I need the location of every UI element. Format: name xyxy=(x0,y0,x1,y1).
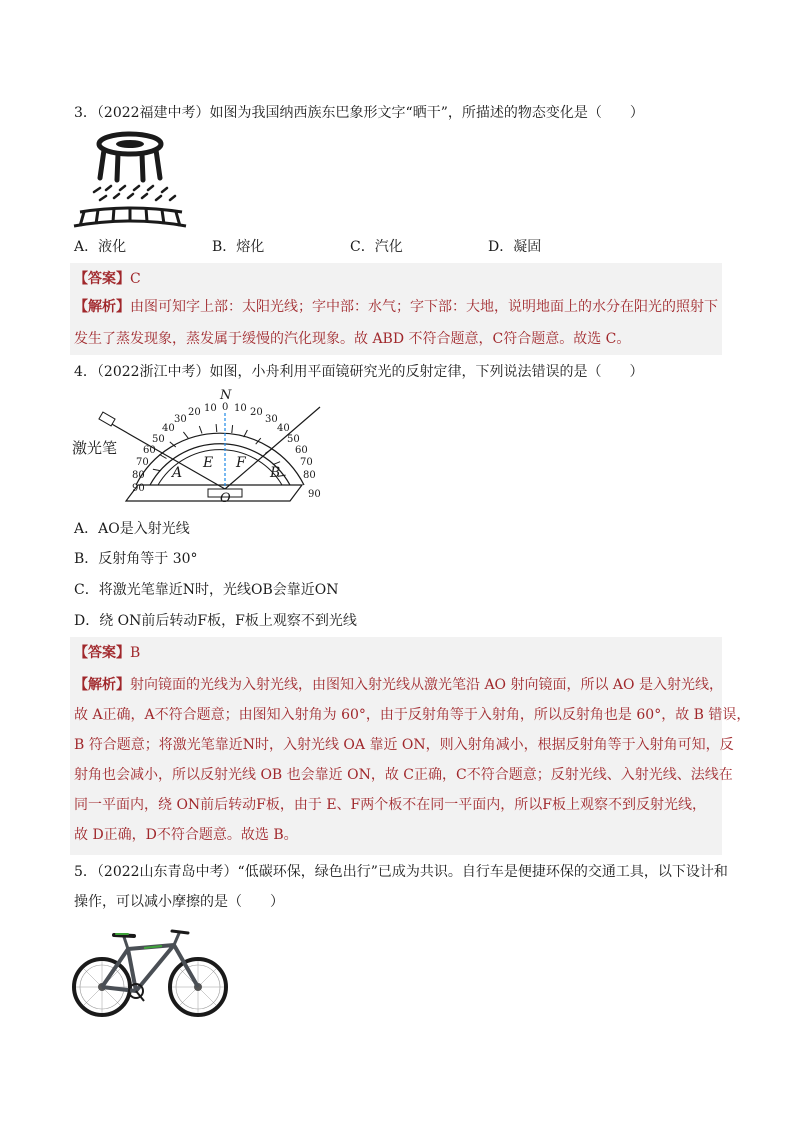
tick-left-40: 40 xyxy=(162,423,175,434)
q3-option-d[interactable]: D．凝固 xyxy=(488,239,542,255)
board-label-e: E xyxy=(203,455,214,471)
q3-answer-box xyxy=(70,263,722,355)
tick-right-90: 90 xyxy=(308,489,321,500)
q4-option-c[interactable]: C．将激光笔靠近N时，光线OB会靠近ON xyxy=(74,582,339,598)
q4-analysis-line-3: B 符合题意；将激光笔靠近N时，入射光线 OA 靠近 ON，则入射角减小，根据反射角等于入射角可知，反 xyxy=(74,737,734,753)
q4-option-b[interactable]: B．反射角等于 30° xyxy=(74,551,198,567)
q4-option-a[interactable]: A．AO是入射光线 xyxy=(74,521,190,537)
board-label-f: F xyxy=(236,455,246,471)
tick-right-60: 60 xyxy=(295,445,308,456)
q4-answer-value: B xyxy=(130,645,141,661)
bicycle-figure xyxy=(70,925,230,1020)
q4-answer-box xyxy=(70,637,751,855)
dongba-glyph-figure xyxy=(70,130,190,230)
tick-right-10: 10 xyxy=(234,403,247,414)
q4-option-d[interactable]: D．绕 ON前后转动F板，F板上观察不到光线 xyxy=(74,613,357,629)
ray-label-b: B xyxy=(270,465,281,481)
q3-analysis-line-1 xyxy=(74,297,718,317)
tick-left-20: 20 xyxy=(188,407,201,418)
q3-answer-value: C xyxy=(130,271,141,287)
q3-analysis-tag: 【解析】 xyxy=(74,299,130,315)
normal-label-n: N xyxy=(220,388,232,403)
tick-zero: 0 xyxy=(222,402,229,413)
tick-right-50: 50 xyxy=(287,434,300,445)
q3-option-c[interactable]: C．汽化 xyxy=(350,239,403,255)
q4-analysis-line-4: 射角也会减小，所以反射光线 OB 也会靠近 ON，故 C正确，C不符合题意；反射光线、入射光线、法线在 xyxy=(74,767,733,783)
q4-answer-row xyxy=(74,643,140,663)
tick-left-90: 90 xyxy=(132,483,145,494)
q4-analysis-text-1: 射向镜面的光线为入射光线，由图知入射光线从激光笔沿 AO 射向镜面，所以 AO 是入射光线， xyxy=(130,677,723,693)
q4-answer-tag: 【答案】 xyxy=(74,645,130,661)
tick-left-30: 30 xyxy=(174,414,187,425)
q3-option-a[interactable]: A．液化 xyxy=(74,239,127,255)
q3-analysis-line-2: 发生了蒸发现象，蒸发属于缓慢的汽化现象。故 ABD 不符合题意，C符合题意。故选 C。 xyxy=(74,331,631,347)
q3-analysis-text-1: 由图可知字上部：太阳光线；字中部：水气；字下部：大地，说明地面上的水分在阳光的照射下 xyxy=(130,299,718,315)
q4-analysis-tag: 【解析】 xyxy=(74,677,130,693)
tick-left-50: 50 xyxy=(152,434,165,445)
tick-left-80: 80 xyxy=(132,470,145,481)
center-label-o: O xyxy=(220,491,231,506)
tick-left-10: 10 xyxy=(204,403,217,414)
tick-left-60: 60 xyxy=(143,445,156,456)
tick-right-80: 80 xyxy=(303,470,316,481)
q5-stem-line-2: 操作，可以减小摩擦的是（ ） xyxy=(74,894,284,910)
tick-right-20: 20 xyxy=(250,407,263,418)
q4-analysis-line-2: 故 A正确，A不符合题意；由图知入射角为 60°，由于反射角等于入射角，所以反射角也是 60°，故 B 错误， xyxy=(74,707,751,723)
tick-left-70: 70 xyxy=(136,457,149,468)
q3-option-b[interactable]: B．熔化 xyxy=(212,239,265,255)
q4-analysis-line-6: 故 D正确，D不符合题意。故选 B。 xyxy=(74,827,298,843)
tick-right-30: 30 xyxy=(265,414,278,425)
ray-label-a: A xyxy=(172,465,183,481)
reflection-protractor-figure xyxy=(70,385,330,510)
q3-answer-tag: 【答案】 xyxy=(74,271,130,287)
q3-stem: 3．（2022福建中考）如图为我国纳西族东巴象形文字“晒干”，所描述的物态变化是（ ） xyxy=(74,105,644,121)
q3-answer-row xyxy=(74,269,141,289)
tick-right-70: 70 xyxy=(300,457,313,468)
tick-right-40: 40 xyxy=(277,423,290,434)
q4-analysis-line-1 xyxy=(74,675,723,695)
laser-label: 激光笔 xyxy=(72,439,118,457)
q4-stem: 4．（2022浙江中考）如图，小舟利用平面镜研究光的反射定律，下列说法错误的是（ ） xyxy=(74,364,644,380)
q5-stem-line-1: 5．（2022山东青岛中考）“低碳环保，绿色出行”已成为共识。自行车是便捷环保的交通工具，以下设计和 xyxy=(74,864,728,880)
q4-analysis-line-5: 同一平面内，绕 ON前后转动F板，由于 E、F两个板不在同一平面内，所以F板上观察不到反射光线， xyxy=(74,797,706,813)
